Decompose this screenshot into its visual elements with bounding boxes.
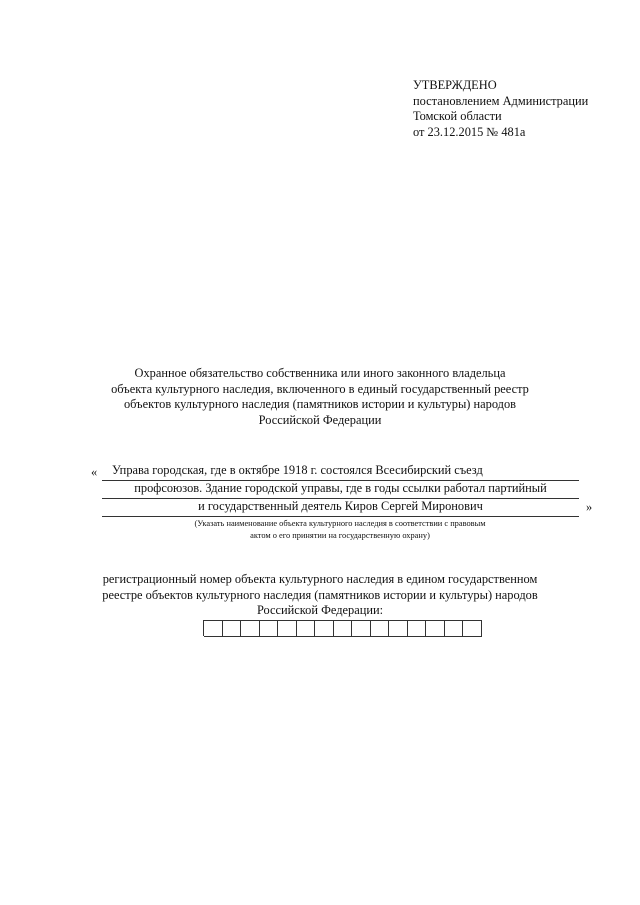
registration-number-boxes bbox=[203, 620, 482, 636]
approval-stamp bbox=[413, 78, 588, 140]
hint-line: актом о его принятии на государственную охрану) bbox=[250, 530, 430, 540]
object-name-field bbox=[102, 463, 579, 517]
hint-line: (Указать наименование объекта культурного наследия в соответствии с правовым bbox=[194, 519, 486, 528]
title-line: объекта культурного наследия, включенного в единый государственный реестр bbox=[111, 381, 529, 396]
close-quote: » bbox=[586, 500, 593, 514]
registration-digit-box bbox=[445, 620, 464, 637]
registration-line: регистрационный номер объекта культурного наследия в едином государственном bbox=[102, 572, 538, 586]
registration-line: реестре объектов культурного наследия (памятников истории и культуры) народов bbox=[102, 587, 538, 602]
registration-digit-box bbox=[334, 620, 353, 637]
document-title bbox=[60, 366, 580, 428]
approval-region: Томской области bbox=[413, 109, 502, 124]
object-name-line: Управа городская, где в октябре 1918 г. состоялся Всесибирский съезд bbox=[102, 463, 579, 481]
title-line: Охранное обязательство собственника или иного законного владельца bbox=[134, 366, 506, 380]
registration-digit-box bbox=[241, 620, 260, 637]
registration-line: Российской Федерации: bbox=[256, 603, 384, 618]
approval-heading: УТВЕРЖДЕНО bbox=[413, 78, 497, 92]
approval-date-number: от 23.12.2015 № 481а bbox=[413, 124, 526, 139]
title-line: объектов культурного наследия (памятников истории и культуры) народов bbox=[123, 397, 517, 412]
registration-digit-box bbox=[408, 620, 427, 637]
registration-digit-box bbox=[297, 620, 316, 637]
registration-digit-box bbox=[204, 620, 223, 637]
object-name-line: и государственный деятель Киров Сергей Миронович bbox=[102, 499, 579, 517]
title-line: Российской Федерации bbox=[258, 412, 382, 427]
registration-digit-box bbox=[315, 620, 334, 637]
object-name-line: профсоюзов. Здание городской управы, где в годы ссылки работал партийный bbox=[102, 481, 579, 499]
registration-digit-box bbox=[352, 620, 371, 637]
registration-digit-box bbox=[371, 620, 390, 637]
registration-label bbox=[60, 572, 580, 619]
approval-resolution: постановлением Администрации bbox=[413, 93, 589, 108]
open-quote: « bbox=[91, 465, 98, 479]
registration-digit-box bbox=[426, 620, 445, 637]
registration-digit-box bbox=[278, 620, 297, 637]
registration-digit-box bbox=[223, 620, 242, 637]
registration-digit-box bbox=[463, 620, 482, 637]
object-name-hint bbox=[100, 518, 580, 541]
registration-digit-box bbox=[389, 620, 408, 637]
registration-digit-box bbox=[260, 620, 279, 637]
